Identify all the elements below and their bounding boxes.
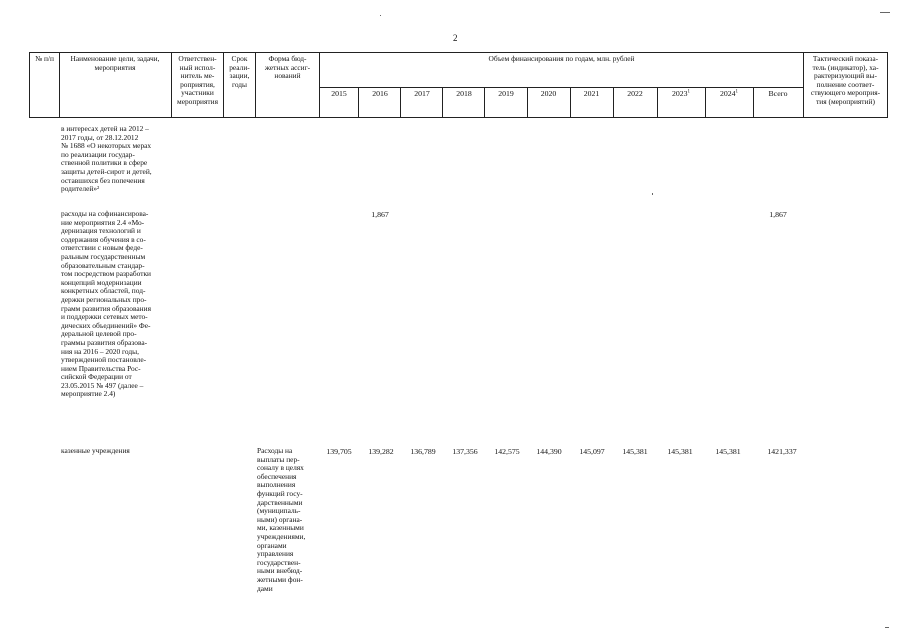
scan-speck <box>652 193 653 195</box>
year-2020: 2020 <box>540 89 557 98</box>
row-3-value-2015: 139,705 <box>326 447 352 456</box>
row-2-total: 1,867 <box>769 210 787 219</box>
row-3-value-2019: 142,575 <box>494 447 520 456</box>
header-no: № п/п <box>35 55 54 63</box>
year-2021: 2021 <box>583 89 600 98</box>
header-name: Наименование цели, задачи, мероприятия <box>70 55 160 72</box>
row-3-value-2021: 145,097 <box>579 447 605 456</box>
scan-speck <box>885 627 889 628</box>
scan-speck <box>880 12 890 13</box>
header-indicator: Тактический показа- тель (индикатор), ха- рактеризующий вы- полнение соответ- ствующего мероприя- тия (мероприятий) <box>810 55 881 106</box>
row-3-value-2022: 145,381 <box>622 447 648 456</box>
year-2016: 2016 <box>372 89 388 98</box>
year-2022: 2022 <box>627 89 643 98</box>
scan-speck <box>380 15 381 16</box>
row-1-name: в интересах детей на 2012 – 2017 годы, от 28.12.2012 № 1688 «О некоторых мерах по реализации государ- ственной политики в сфере защиты детей-сирот и детей, оставшихся без попечения родителей»² <box>61 124 152 194</box>
row-3-budget-form: Расходы на выплаты пер- соналу в целях обеспечения выполнения функций госу- дарственными (муниципаль- ными) органа- ми, казенными учреждениями, органами управления государствен- ными внебюд- жетными фон- дами <box>257 446 306 593</box>
header-responsible: Ответствен- ный испол- нитель ме- роприятия, участники мероприятия <box>177 55 218 106</box>
row-3-value-2018: 137,356 <box>452 447 478 456</box>
header-term: Срок реали- зации, годы <box>229 55 250 89</box>
row-3-name: казенные учреждения <box>61 446 130 455</box>
year-2015: 2015 <box>331 89 347 98</box>
table-header <box>29 52 888 118</box>
year-2019: 2019 <box>498 89 514 98</box>
header-funding: Объем финансирования по годам, млн. рублей <box>488 55 635 63</box>
year-2024: 2024$^1$ <box>719 89 739 98</box>
year-2017: 2017 <box>414 89 430 98</box>
row-3-value-2016: 139,282 <box>368 447 394 456</box>
header-budget-form: Форма бюд- жетных ассиг- нований <box>264 55 311 81</box>
year-total: Всего <box>768 89 788 98</box>
row-2-value-2016: 1,867 <box>371 210 389 219</box>
year-2023: 2023$^1$ <box>671 89 691 98</box>
row-3-value-2023: 145,381 <box>667 447 693 456</box>
row-2-name: расходы на софинансирова- ние мероприятия 2.4 «Мо- дернизация технологий и содержания обучения в со- ответствии с новым феде- ральным государственным образовательным стандар- том посредством разработки концепций модернизации конкретных областей, под- держки региональных про- грамм развития образования и поддержки сетевых мето- дических объединений» Фе- деральной целевой про- граммы развития образова- ния на 2016 – 2020 годы, утвержденной постановле- нием Правительства Рос- сийской Федерации от 23.05.2015 № 497 (далее – мероприятие 2.4) <box>61 209 151 399</box>
row-3-value-2024: 145,381 <box>715 447 741 456</box>
row-3-value-2017: 136,789 <box>410 447 436 456</box>
row-3-total: 1421,337 <box>767 447 797 456</box>
year-2018: 2018 <box>456 89 472 98</box>
row-3-value-2020: 144,390 <box>536 447 562 456</box>
page-number: 2 <box>453 33 458 43</box>
